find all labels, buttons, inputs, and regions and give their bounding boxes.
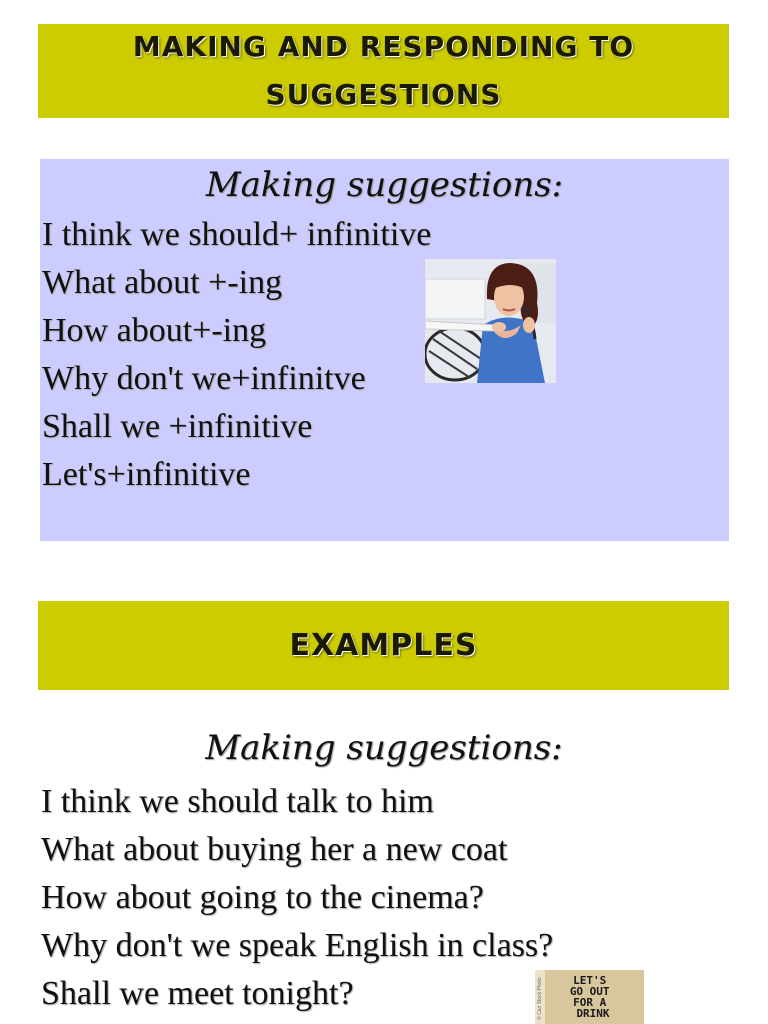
woman-on-phone-photo — [425, 259, 556, 383]
examples-banner — [38, 601, 729, 690]
examples-list — [41, 778, 553, 1018]
list-item: Shall we +infinitive — [42, 408, 313, 445]
list-item: What about +-ing — [42, 264, 283, 301]
lets-go-out-sticker — [535, 970, 644, 1024]
examples-title: EXAMPLES — [289, 628, 478, 663]
list-item: I think we should talk to him — [41, 783, 434, 820]
title-banner — [38, 24, 729, 118]
suggestion-patterns-list — [42, 211, 431, 499]
woman-on-phone-illustration — [425, 259, 556, 383]
page-title: MAKING AND RESPONDING TO SUGGESTIONS — [132, 30, 635, 111]
drink-sticker-illustration — [535, 970, 644, 1024]
sticker-text: LET'S GO OUT FOR A DRINK — [569, 974, 610, 1020]
panel-heading: Making suggestions: — [205, 165, 564, 205]
suggestions-panel — [40, 159, 729, 541]
list-item: Why don't we speak English in class? — [41, 927, 554, 964]
list-item: I think we should+ infinitive — [42, 216, 432, 253]
sticker-side-text: © Can Stock Photo — [537, 977, 543, 1020]
list-item: Let's+infinitive — [42, 456, 251, 493]
list-item: How about+-ing — [42, 312, 267, 349]
list-item: Shall we meet tonight? — [41, 975, 354, 1012]
list-item: How about going to the cinema? — [41, 879, 484, 916]
list-item: What about buying her a new coat — [41, 831, 508, 868]
examples-heading: Making suggestions: — [205, 728, 563, 768]
list-item: Why don't we+infinitve — [42, 360, 366, 397]
